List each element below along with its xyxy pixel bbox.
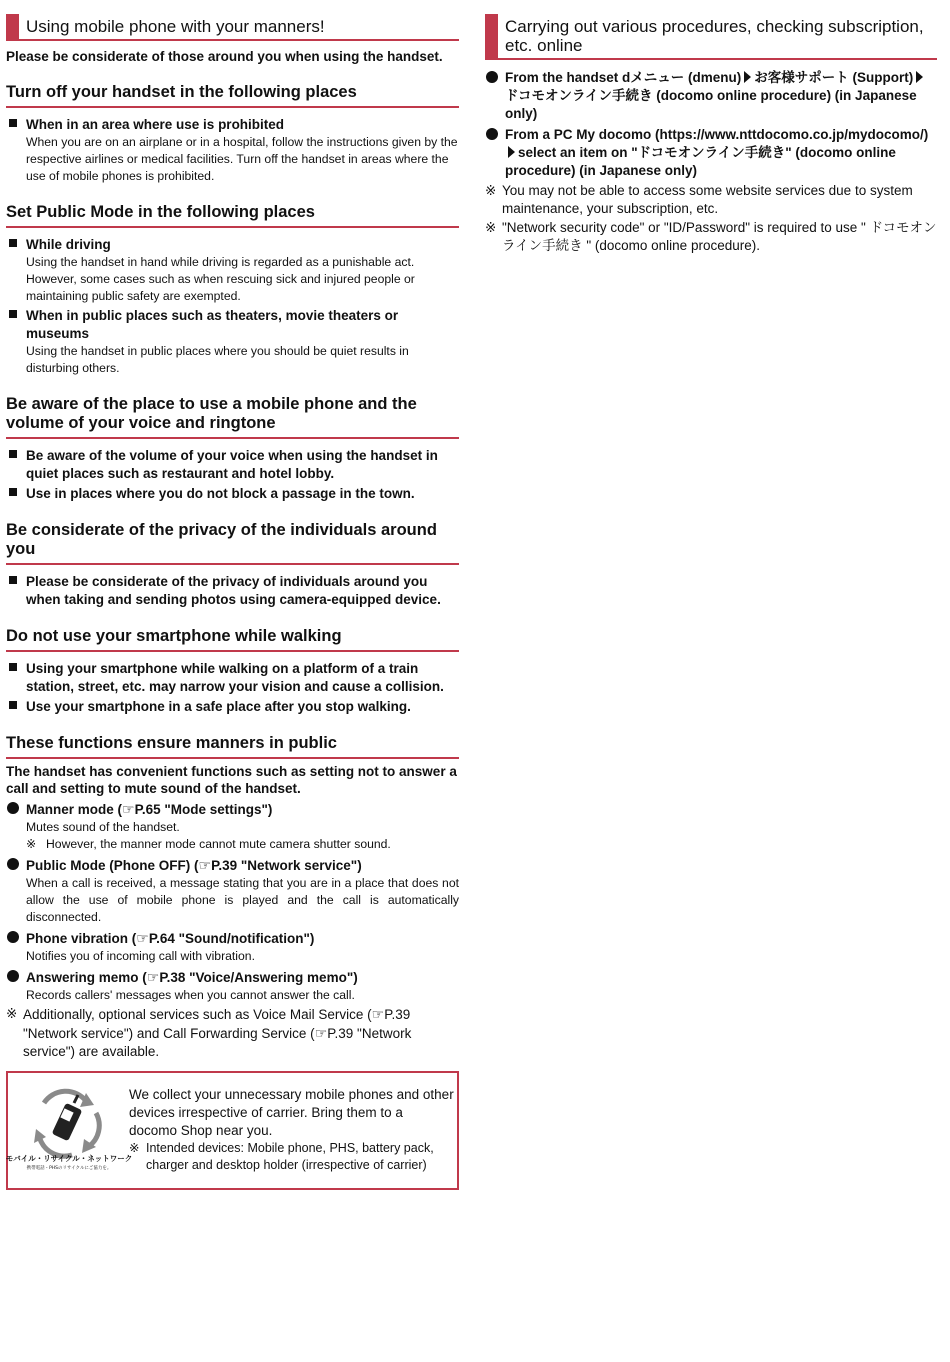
item-title: Phone vibration (☞P.64 "Sound/notification"): [26, 930, 315, 946]
list-item: [6, 485, 459, 503]
section-title-turn-off: Turn off your handset in the following places: [6, 83, 459, 108]
arrow-right-icon: [508, 146, 515, 158]
square-bullet-icon: [9, 488, 17, 496]
list-item: [6, 307, 459, 377]
pointing-hand-icon: ☞: [371, 1006, 385, 1022]
item-title: Answering memo (☞P.38 "Voice/Answering memo"): [26, 969, 358, 985]
round-bullet-icon: [7, 931, 19, 943]
item-title: Be aware of the volume of your voice when using the handset in quiet places such as restaurant and hotel lobby.: [26, 448, 438, 481]
section-title-functions: These functions ensure manners in public: [6, 734, 459, 759]
square-bullet-icon: [9, 310, 17, 318]
list-item: [6, 698, 459, 716]
item-title: Use in places where you do not block a passage in the town.: [26, 486, 415, 501]
footnote: ※ Additionally, optional services such as Voice Mail Service (☞P.39 "Network service") and Call Forwarding Service (☞P.39 "Network service") are available.: [6, 1006, 412, 1059]
square-bullet-icon: [9, 119, 17, 127]
item-title: Using your smartphone while walking on a platform of a train station, street, etc. may narrow your vision and cause a collision.: [26, 661, 444, 694]
pointing-hand-icon: ☞: [314, 1025, 328, 1041]
logo-subcaption: 携帯電話・PHSのリサイクルにご協力を。: [26, 1166, 112, 1171]
list-item: [485, 69, 937, 123]
square-bullet-icon: [9, 663, 17, 671]
item-description: Using the handset in public places where you should be quiet results in disturbing others.: [26, 344, 409, 375]
reference-mark-icon: ※: [129, 1141, 140, 1155]
functions-intro: The handset has convenient functions such as setting not to answer a call and setting to mute sound of the handset.: [6, 764, 457, 796]
list-item: [6, 447, 459, 483]
item-title: Public Mode (Phone OFF) (☞P.39 "Network service"): [26, 857, 362, 873]
square-bullet-icon: [9, 450, 17, 458]
list-item: [6, 236, 459, 305]
item-title: When in an area where use is prohibited: [26, 117, 285, 132]
footnote: ※ You may not be able to access some website services due to system maintenance, your subscription, etc.: [485, 183, 913, 216]
item-title: Use your smartphone in a safe place after you stop walking.: [26, 699, 411, 714]
mobile-recycle-logo-icon: [5, 1091, 133, 1171]
page-link[interactable]: P.64 "Sound/notification"): [148, 931, 315, 946]
arrow-right-icon: [744, 71, 751, 83]
recycle-note: ※ Intended devices: Mobile phone, PHS, battery pack, charger and desktop holder (irrespective of carrier): [129, 1141, 434, 1172]
page-link[interactable]: P.39 "Network service"): [211, 858, 362, 873]
intro-text: Please be considerate of those around you when using the handset.: [6, 49, 443, 64]
square-bullet-icon: [9, 576, 17, 584]
page-title: Using mobile phone with your manners!: [6, 14, 459, 41]
page-link[interactable]: P.39 "Network service") are available.: [23, 1026, 412, 1059]
pointing-hand-icon: ☞: [198, 857, 212, 873]
round-bullet-icon: [7, 970, 19, 982]
item-title: Please be considerate of the privacy of individuals around you when taking and sending photos using camera-equipped device.: [26, 574, 441, 607]
recycle-text: We collect your unnecessary mobile phones and other devices irrespective of carrier. Bring them to a docomo Shop near you.: [129, 1087, 454, 1138]
recycle-notice-box: [6, 1071, 459, 1190]
pointing-hand-icon: ☞: [146, 969, 160, 985]
reference-mark-icon: ※: [485, 220, 497, 235]
reference-mark-icon: ※: [6, 1006, 18, 1021]
item-title: From the handset dメニュー (dmenu) お客様サポート (Support)ドコモオンライン手続き (docomo online procedure) (in Japanese only): [505, 69, 937, 123]
list-item: [6, 800, 459, 853]
recycle-text-block: [129, 1086, 454, 1174]
section-title-public-mode: Set Public Mode in the following places: [6, 203, 459, 228]
section-title-aware-place: Be aware of the place to use a mobile phone and the volume of your voice and ringtone: [6, 395, 459, 439]
arrow-right-icon: [916, 71, 923, 83]
page-link[interactable]: P.65 "Mode settings"): [134, 802, 273, 817]
item-description: When a call is received, a message stating that you are in a place that does not allow the use of mobile phone is played and the call is automatically disconnected.: [26, 876, 459, 924]
item-description: Using the handset in hand while driving is regarded as a punishable act. However, some cases such as when rescuing sick and injured people or maintaining public safety are exempted.: [26, 255, 415, 303]
item-title: Manner mode (☞P.65 "Mode settings"): [26, 801, 273, 817]
list-item: [6, 660, 459, 696]
list-item: [6, 573, 459, 609]
footnote: ※ "Network security code" or "ID/Password" is required to use " ドコモオンライン手続き " (docomo online procedure).: [485, 220, 937, 253]
page-link[interactable]: P.39 "Network service") and Call Forwarding Service (: [23, 1007, 411, 1041]
item-title: While driving: [26, 237, 111, 252]
round-bullet-icon: [7, 802, 19, 814]
square-bullet-icon: [9, 701, 17, 709]
round-bullet-icon: [486, 128, 498, 140]
square-bullet-icon: [9, 239, 17, 247]
pointing-hand-icon: ☞: [136, 930, 149, 946]
pointing-hand-icon: ☞: [122, 801, 135, 817]
item-title: When in public places such as theaters, movie theaters or museums: [26, 308, 399, 341]
list-item: [6, 856, 459, 926]
round-bullet-icon: [7, 858, 19, 870]
left-column: [6, 14, 459, 1190]
list-item: [6, 116, 459, 185]
round-bullet-icon: [486, 71, 498, 83]
list-item: [6, 929, 459, 965]
item-description: Mutes sound of the handset.: [26, 820, 180, 834]
item-description: When you are on an airplane or in a hospital, follow the instructions given by the respective airlines or medical facilities. Turn off the handset in areas where the use of mobile phones is prohibited.: [26, 135, 458, 183]
item-title: From a PC My docomo (https://www.nttdocomo.co.jp/mydocomo/)select an item on "ドコモオンライン手続き" (docomo online procedure) (in Japanese only): [505, 127, 929, 178]
item-description: Notifies you of incoming call with vibration.: [26, 949, 255, 963]
logo-caption: モバイル・リサイクル・ネットワーク: [5, 1154, 133, 1163]
section-title-online-procedures: Carrying out various procedures, checking subscription, etc. online: [485, 14, 937, 60]
page-link[interactable]: P.38 "Voice/Answering memo"): [159, 970, 358, 985]
list-item: [6, 968, 459, 1004]
section-title-walking: Do not use your smartphone while walking: [6, 627, 459, 652]
right-column: [485, 14, 937, 255]
reference-mark-icon: ※: [485, 183, 497, 198]
item-note: ※ However, the manner mode cannot mute camera shutter sound.: [26, 837, 391, 851]
section-title-privacy: Be considerate of the privacy of the individuals around you: [6, 521, 459, 565]
item-description: Records callers' messages when you cannot answer the call.: [26, 988, 355, 1002]
list-item: [485, 126, 937, 180]
